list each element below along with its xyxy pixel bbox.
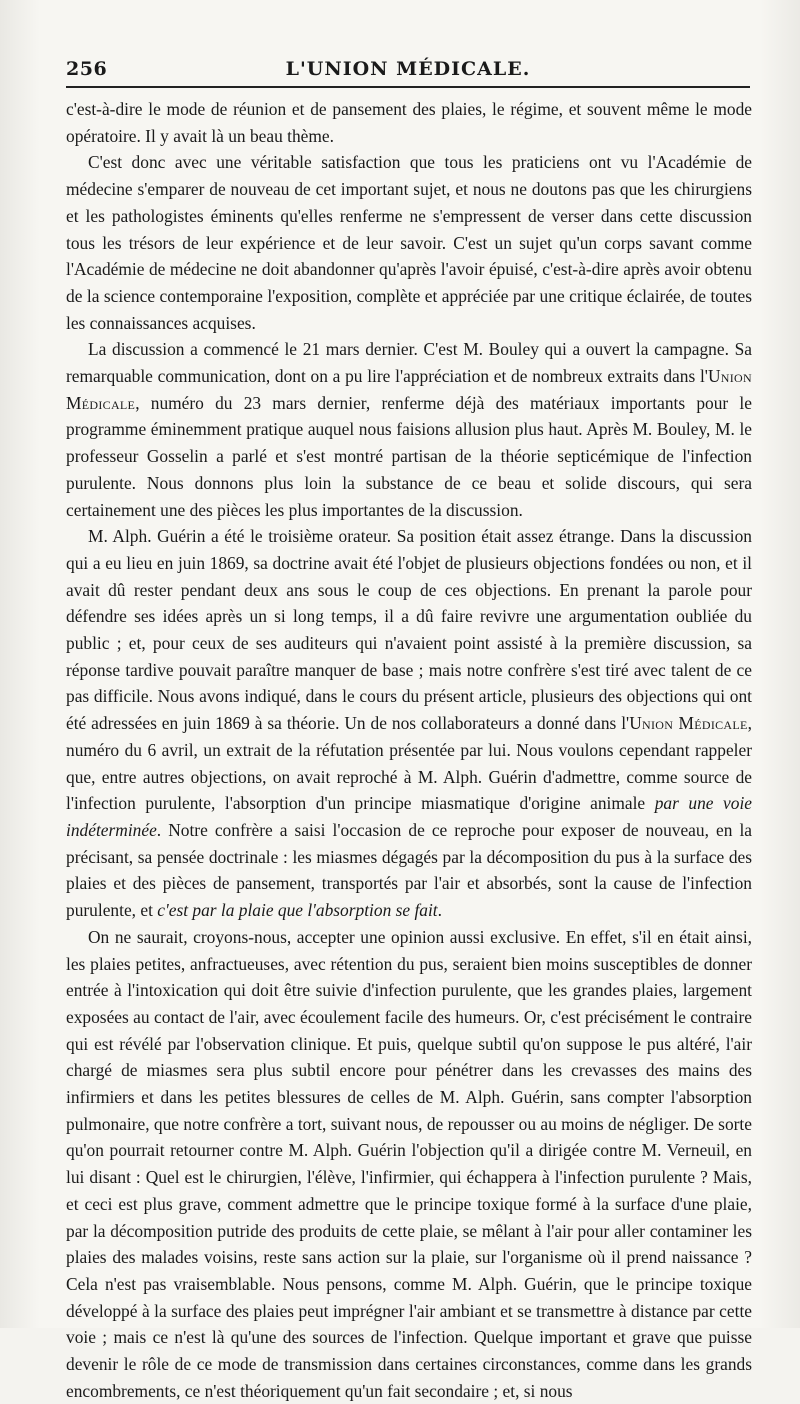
text-run: , numéro du 23 mars dernier, renferme déjà des matériaux importants pour le programme éminemment pratique auquel nous faisions allusion plus haut. Après M. Bouley, M. le professeur Gosselin a parlé et s'est montré partisan de la théorie septicémique de l'infection purulente. Nous donnons plus loin la substance de ce beau et solide discours, qui sera certainement une des pièces les plus importantes de la discussion. [66, 392, 752, 520]
article-body [66, 96, 752, 1404]
paragraph [66, 96, 752, 149]
italic-phrase: par une voie indéterminée [66, 793, 752, 840]
paragraph [66, 149, 752, 336]
text-run: La discussion a commencé le 21 mars dernier. C'est M. Bouley qui a ouvert la campagne. Sa remarquable communication, dont on a pu lire l'appréciation et de nombreux extraits dans l' [66, 339, 752, 387]
text-run: M. Alph. Guérin a été le troisième orateur. Sa position était assez étrange. Dans la discussion qui a eu lieu en juin 1869, sa doctrine avait été l'objet de plusieurs objections fondées ou non, et il avait dû rester pendant deux ans sous le coup de ces objections. En prenant la parole pour défendre ses idées après un si long temps, il a dû faire revivre une argumentation oubliée du public ; et, pour ceux de ses auditeurs qui n'avaient point assisté à la première discussion, sa réponse tardive pouvait paraître manquer de base ; mais notre confrère s'est tiré avec talent de ce pas difficile. Nous avons indiqué, dans le cours du présent article, plusieurs des objections qui ont été adressées en juin 1869 à sa théorie. Un de nos collaborateurs a donné dans l' [66, 526, 752, 734]
text-run: . [437, 900, 442, 921]
text-run: , numéro du 6 avril, un extrait de la réfutation présentée par lui. Nous voulons cependant rappeler que, entre autres objections, on avait reproché à M. Alph. Guérin d'admettre, comme source de l'infection purulente, l'absorption d'un principe miasmatique d'origine animale [66, 713, 753, 814]
header-rule [66, 86, 750, 88]
paragraph [66, 336, 752, 523]
page-number: 256 [66, 58, 108, 80]
italic-phrase: c'est par la plaie que l'absorption se fait [157, 900, 438, 921]
text-run: . Notre confrère a saisi l'occasion de ce reproche pour exposer de nouveau, en la précisant, sa pensée doctrinale : les miasmes dégagés par la décomposition du pus à la surface des plaies et des pièces de pansement, transportés par l'air et absorbés, sont la cause de l'infection purulente, et [66, 819, 752, 921]
journal-name: Union Médicale [629, 713, 748, 734]
paragraph [66, 523, 752, 924]
journal-name: Union Médicale [66, 366, 752, 413]
running-title: L'UNION MÉDICALE. [285, 58, 531, 80]
paragraph [66, 924, 752, 1404]
page-header [66, 58, 750, 84]
text-run: C'est donc avec une véritable satisfaction que tous les praticiens ont vu l'Académie de médecine s'emparer de nouveau de cet important sujet, et nous ne doutons pas que les chirurgiens et les pathologistes éminents qu'elles renferme ne s'empressent de verser dans cette discussion tous les trésors de leur expérience et de leur savoir. C'est un sujet qu'un corps savant comme l'Académie de médecine ne doit abandonner qu'après l'avoir épuisé, c'est-à-dire après avoir obtenu de la science contemporaine l'exposition, complète et appréciée par une critique éclairée, de toutes les connaissances acquises. [66, 152, 752, 333]
text-run: On ne saurait, croyons-nous, accepter une opinion aussi exclusive. En effet, s'il en était ainsi, les plaies petites, anfractueuses, avec rétention du pus, seraient bien moins susceptibles de donner entrée à l'intoxication qui doit être suivie d'infection purulente, que les grandes plaies, largement exposées au contact de l'air, avec écoulement facile des humeurs. Or, c'est précisément le contraire qui est révélé par l'observation clinique. Et puis, quelque subtil qu'on suppose le pus altéré, l'air chargé de miasmes sera plus subtil encore pour pénétrer dans les crevasses des mains des infirmiers et dans les petites blessures de celles de M. Alph. Guérin, sans compter l'absorption pulmonaire, que notre confrère a tort, suivant nous, de repousser ou au moins de négliger. De sorte qu'on pourrait retourner contre M. Alph. Guérin l'objection qu'il a dirigée contre M. Verneuil, en lui disant : Quel est le chirurgien, l'élève, l'infirmier, qui échappera à l'infection purulente ? Mais, et ceci est plus grave, comment admettre que le principe toxique formé à la surface d'une plaie, par la décomposition putride des produits de cette plaie, se mêlant à l'air pour aller contaminer les plaies des malades voisins, reste sans action sur la plaie, sur l'organisme où il prend naissance ? Cela n'est pas vraisemblable. Nous pensons, comme M. Alph. Guérin, que le principe toxique développé à la surface des plaies peut imprégner l'air ambiant et se transmettre à distance par cette voie ; mais ce n'est là qu'une des sources de l'infection. Quelque important et grave que puisse devenir le rôle de ce mode de transmission dans certaines circonstances, comme dans les grands encombrements, ce n'est théoriquement qu'un fait secondaire ; et, si nous [66, 926, 752, 1401]
text-run: c'est-à-dire le mode de réunion et de pansement des plaies, le régime, et souvent même le mode opératoire. Il y avait là un beau thème. [66, 99, 752, 146]
